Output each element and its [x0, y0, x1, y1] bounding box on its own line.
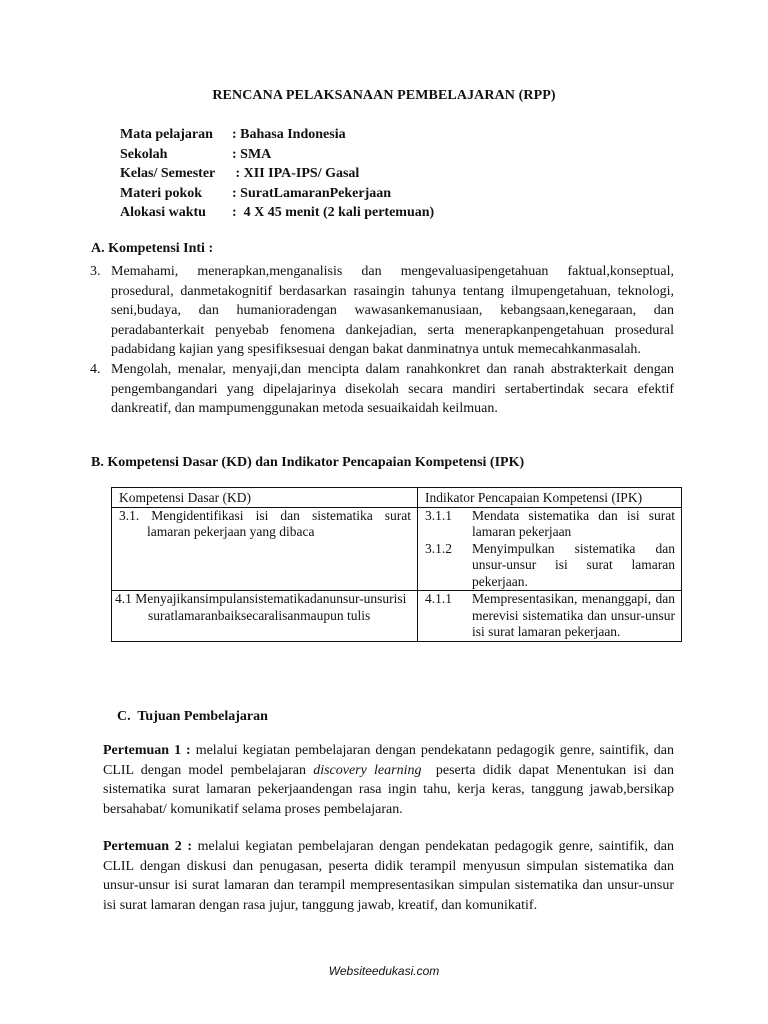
info-row-school [120, 145, 434, 165]
table-cell-ipk [418, 507, 682, 591]
ipk-code: 4.1.1 [425, 591, 452, 606]
table-header-ipk: Indikator Pencapaian Kompetensi (IPK) [418, 488, 682, 508]
info-value: : Bahasa Indonesia [232, 127, 346, 142]
info-label: Kelas/ Semester [120, 166, 216, 181]
meeting-1-text: melalui kegiatan pembelajaran dengan pendekatann pedagogik genre, saintifik, dan CLIL dengan model pembelajaran [103, 743, 674, 778]
list-item [90, 262, 674, 360]
info-row-class [120, 164, 434, 184]
kd-text: 4.1 Menyajikansimpulansistematikadanunsur-unsurisisuratlamaranbaiksecaralisanmaupun tulis [115, 591, 407, 623]
table-cell-kd [112, 507, 418, 591]
list-item-text: Memahami, menerapkan,menganalisis dan mengevaluasipengetahuan faktual,konseptual, prosedural, danmetakognitif berdasarkan rasaingin tahunya tentang ilmupengetahuan, teknologi, seni,budaya, dan humanioradengan wawasankemanusiaan, kebangsaan,kenegaraan, dan peradabanterkait penyebab fenomena dankejadian, serta menerapkanpengetahuan prosedural padabidang kajian yang spesifiksesuai dengan bakat danminatnya untuk memecahkanmasalah. [111, 264, 674, 358]
list-item [90, 360, 674, 419]
info-value: : SuratLamaranPekerjaan [232, 185, 392, 201]
competence-table [111, 487, 682, 642]
ipk-item [425, 541, 675, 591]
info-label: Alokasi waktu [120, 205, 206, 220]
ipk-code: 3.1.2 [425, 540, 452, 556]
table-cell-ipk [418, 591, 682, 642]
table-row [112, 507, 682, 591]
kd-text: 3.1. Mengidentifikasi isi dan sistematika surat lamaran pekerjaan yang dibaca [119, 507, 411, 539]
meeting-1-model: discovery learning [313, 762, 422, 778]
table-header-kd: Kompetensi Dasar (KD) [112, 488, 418, 508]
info-label: Materi pokok [120, 185, 203, 201]
footer-watermark: Websiteedukasi.com [328, 964, 440, 978]
ipk-text: Menyimpulkan sistematika dan unsur-unsur isi surat lamaran pekerjaan. [472, 540, 675, 589]
list-item-number: 3. [90, 264, 101, 279]
meeting-2-text: melalui kegiatan pembelajaran dengan pendekatan pedagogik genre, saintifik, dan CLIL dengan diskusi dan penugasan, peserta didik terampil menyusun simpulan sistematika dan unsur-unsur isi surat lamaran dan terampil mempresentasikan simpulan sistematika dan unsur-unsur isi surat lamaran dengan rasa jujur, tanggung jawab, kreatif, dan komunikatif. [103, 839, 674, 913]
info-row-topic [120, 184, 434, 204]
ipk-item [425, 508, 675, 541]
meeting-2-label: Pertemuan 2 : [103, 839, 192, 854]
info-value: : 4 X 45 menit (2 kali pertemuan) [232, 205, 435, 220]
info-value: : SMA [232, 146, 272, 162]
table-cell-kd [112, 591, 418, 642]
info-label: Sekolah [120, 146, 168, 162]
ipk-item [425, 591, 675, 641]
section-a-heading: A. Kompetensi Inti : [91, 241, 214, 256]
meeting-1-text-cont: peserta didik dapat Menentukan isi dan sistematika surat lamaran pekerjaandengan rasa ingin tahu, kerja keras, tanggung jawab,bersikap bersahabat/ komunikatif selama proses pembelajaran. [103, 762, 678, 817]
section-b-heading: B. Kompetensi Dasar (KD) dan Indikator Pencapaian Kompetensi (IPK) [91, 455, 525, 470]
core-competence-list [90, 262, 674, 419]
ipk-text: Mendata sistematika dan isi surat lamaran pekerjaan [472, 507, 675, 539]
meeting-2-paragraph [103, 837, 674, 915]
list-item-number: 4. [90, 361, 101, 377]
list-item-text: Mengolah, menalar, menyaji,dan mencipta dalam ranahkonkret dan ranah abstrakterkait dengan pengembangandari yang dipelajarinya disekolah secara mandiri sertabertindak secara efektif dankreatif, dan mampumenggunakan metoda sesuaikaidah keilmuan. [111, 361, 674, 417]
info-row-time [120, 203, 434, 223]
meeting-1-paragraph [103, 741, 678, 819]
section-c-heading: C. Tujuan Pembelajaran [117, 709, 268, 724]
document-title: RENCANA PELAKSANAAN PEMBELAJARAN (RPP) [212, 88, 556, 103]
info-label: Mata pelajaran [120, 127, 213, 142]
table-row [112, 591, 682, 642]
info-value: : XII IPA-IPS/ Gasal [232, 166, 360, 181]
ipk-code: 3.1.1 [425, 507, 452, 523]
table-header-row [112, 488, 682, 508]
meeting-1-label: Pertemuan 1 : [103, 743, 191, 758]
ipk-text: Mempresentasikan, menanggapi, dan merevisi sistematika dan unsur-unsur isi surat lamaran pekerjaan. [472, 591, 675, 639]
identity-block [120, 125, 434, 223]
info-row-subject [120, 125, 434, 145]
